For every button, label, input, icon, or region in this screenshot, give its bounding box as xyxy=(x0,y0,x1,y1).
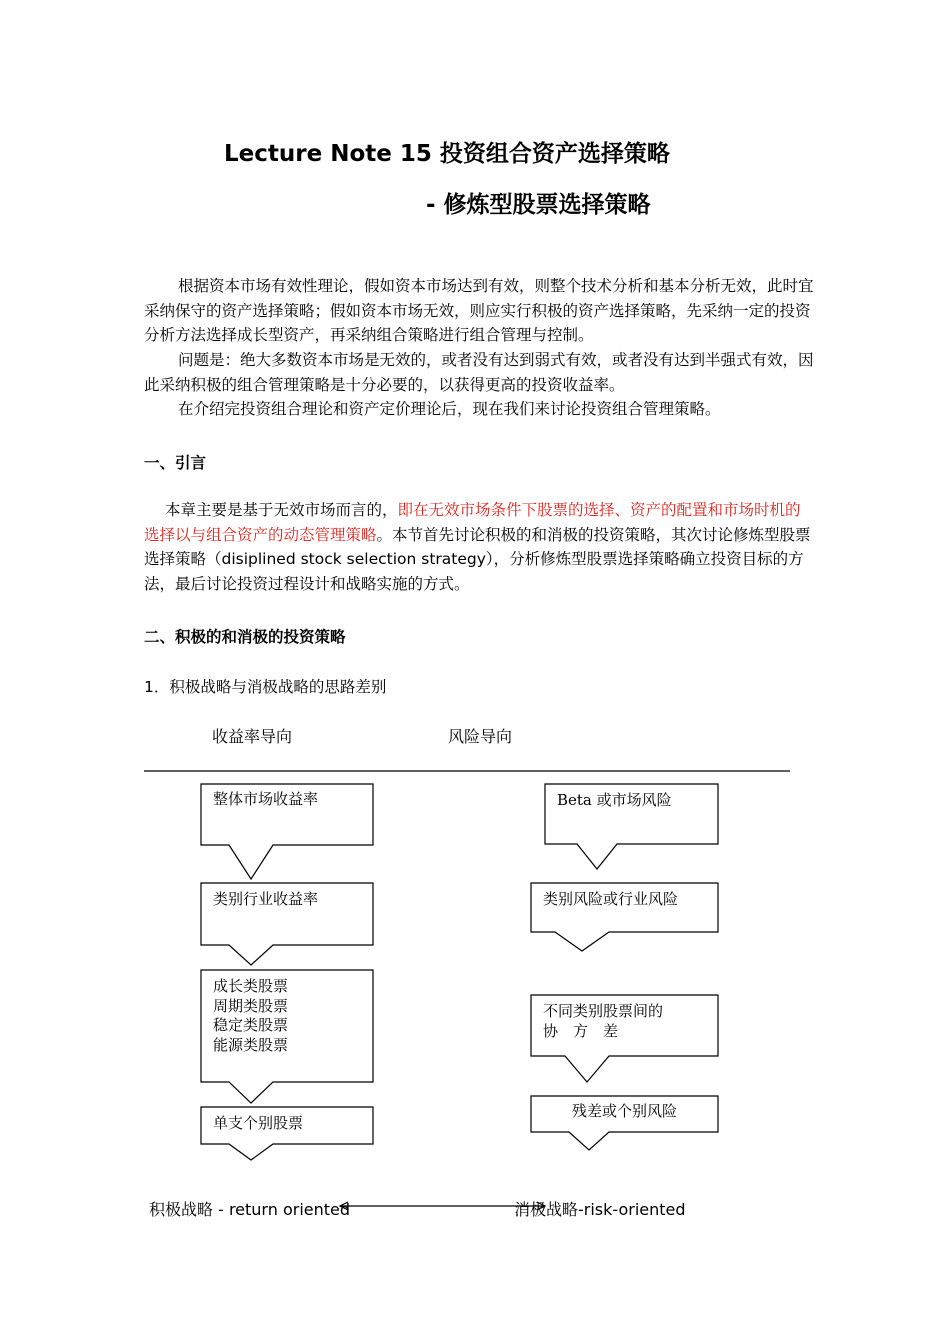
subsection-heading: 1．积极战略与消极战略的思路差别 xyxy=(144,678,387,696)
active-strategy-label: 积极战略 - return oriented xyxy=(149,1200,351,1219)
passive-strategy-label: 消极战略-risk-oriented xyxy=(514,1200,686,1219)
page-title: Lecture Note 15 投资组合资产选择策略 xyxy=(224,141,670,167)
section1-highlight-text: 即在无效市场条件下股票的选择、资产的配置和市场时机的选择以与组合资产的动态管理策略 xyxy=(144,501,801,544)
intro-paragraph-2: 问题是：绝大多数资本市场是无效的，或者没有达到弱式有效，或者没有达到半强式有效，因此采纳积极的组合管理策略是十分必要的，以获得更高的投资收益率。 xyxy=(144,351,814,394)
intro-paragraph-3: 在介绍完投资组合理论和资产定价理论后，现在我们来讨论投资组合管理策略。 xyxy=(178,400,721,418)
diagram-header-risk: 风险导向 xyxy=(448,727,513,746)
intro-paragraph-1: 根据资本市场有效性理论，假如资本市场达到有效，则整个技术分析和基本分析无效，此时宜采纳保守的资产选择策略；假如资本市场无效，则应实行积极的资产选择策略，先采纳一定的投资分析方法选择成长型资产，再采纳组合策略进行组合管理与控制。 xyxy=(144,277,814,344)
page-subtitle: - 修炼型股票选择策略 xyxy=(426,192,651,218)
diagram-header-return: 收益率导向 xyxy=(212,727,293,746)
box-covariance: 不同类别股票间的 协 方 差 xyxy=(543,1002,664,1040)
box-stock-categories: 成长类股票 周期类股票 稳定类股票 能源类股票 xyxy=(213,977,289,1054)
box-beta-risk: Beta 或市场风险 xyxy=(557,791,672,809)
section-heading-strategies: 二、积极的和消极的投资策略 xyxy=(144,628,346,646)
box-residual-risk: 残差或个别风险 xyxy=(572,1102,678,1120)
box-industry-return: 类别行业收益率 xyxy=(213,890,319,908)
section1-text-after: 。本节首先讨论积极的和消极的投资策略，其次讨论修炼型股票选择策略（disiplined stock selection strategy），分析修炼型股票选择策略确立投资目标的方法，最后讨论投资过程设计和战略实施的方式。 xyxy=(144,525,811,593)
box-industry-risk: 类别风险或行业风险 xyxy=(543,890,679,908)
section1-text-before: 本章主要是基于无效市场而言的， xyxy=(165,501,398,519)
box-market-return: 整体市场收益率 xyxy=(213,790,319,808)
section-heading-intro: 一、引言 xyxy=(144,454,207,472)
box-individual-stock: 单支个别股票 xyxy=(213,1114,304,1132)
